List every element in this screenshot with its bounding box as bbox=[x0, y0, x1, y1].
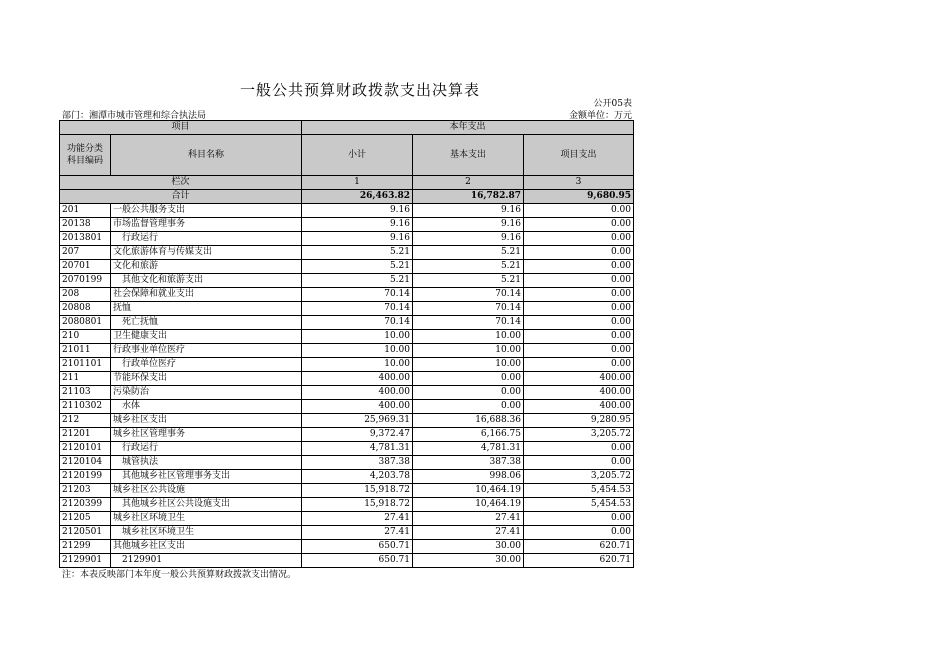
row-name: 其他城乡社区公共设施支出 bbox=[111, 498, 302, 512]
row-subtotal: 15,918.72 bbox=[302, 484, 413, 498]
row-project: 400.00 bbox=[524, 400, 634, 414]
row-code: 21103 bbox=[60, 386, 111, 400]
row-name: 城乡社区管理事务 bbox=[111, 428, 302, 442]
table-row bbox=[60, 442, 634, 456]
row-project: 9,280.95 bbox=[524, 414, 634, 428]
row-project: 0.00 bbox=[524, 260, 634, 274]
row-code: 21299 bbox=[60, 540, 111, 554]
row-name: 水体 bbox=[111, 400, 302, 414]
row-basic: 5.21 bbox=[413, 246, 524, 260]
header-project: 项目支出 bbox=[524, 135, 634, 176]
row-subtotal: 9.16 bbox=[302, 232, 413, 246]
row-basic: 998.06 bbox=[413, 470, 524, 484]
row-basic: 4,781.31 bbox=[413, 442, 524, 456]
row-project: 620.71 bbox=[524, 540, 634, 554]
row-subtotal: 70.14 bbox=[302, 288, 413, 302]
row-project: 0.00 bbox=[524, 246, 634, 260]
row-code: 211 bbox=[60, 372, 111, 386]
table-row bbox=[60, 540, 634, 554]
row-code: 2120104 bbox=[60, 456, 111, 470]
row-basic: 70.14 bbox=[413, 288, 524, 302]
row-name: 其他城乡社区支出 bbox=[111, 540, 302, 554]
table-row bbox=[60, 358, 634, 372]
row-project: 3,205.72 bbox=[524, 470, 634, 484]
table-row bbox=[60, 498, 634, 512]
row-basic: 0.00 bbox=[413, 400, 524, 414]
row-code: 208 bbox=[60, 288, 111, 302]
row-project: 400.00 bbox=[524, 386, 634, 400]
row-subtotal: 5.21 bbox=[302, 260, 413, 274]
row-basic: 9.16 bbox=[413, 204, 524, 218]
total-subtotal: 26,463.82 bbox=[302, 190, 413, 204]
row-subtotal: 650.71 bbox=[302, 554, 413, 568]
table-row bbox=[60, 470, 634, 484]
row-basic: 5.21 bbox=[413, 260, 524, 274]
table-row bbox=[60, 456, 634, 470]
row-project: 0.00 bbox=[524, 204, 634, 218]
header-col-3: 3 bbox=[524, 176, 634, 190]
row-project: 0.00 bbox=[524, 344, 634, 358]
row-name: 社会保障和就业支出 bbox=[111, 288, 302, 302]
row-project: 0.00 bbox=[524, 512, 634, 526]
header-year-group: 本年支出 bbox=[302, 121, 634, 135]
row-code: 21201 bbox=[60, 428, 111, 442]
row-code: 2070199 bbox=[60, 274, 111, 288]
row-basic: 10.00 bbox=[413, 330, 524, 344]
table-row bbox=[60, 204, 634, 218]
row-code: 207 bbox=[60, 246, 111, 260]
header-item-group: 项目 bbox=[60, 121, 302, 135]
row-basic: 9.16 bbox=[413, 218, 524, 232]
row-basic: 27.41 bbox=[413, 512, 524, 526]
total-project: 9,680.95 bbox=[524, 190, 634, 204]
table-row bbox=[60, 274, 634, 288]
row-name: 2129901 bbox=[111, 554, 302, 568]
row-project: 0.00 bbox=[524, 358, 634, 372]
row-project: 400.00 bbox=[524, 372, 634, 386]
row-basic: 27.41 bbox=[413, 526, 524, 540]
table-row bbox=[60, 484, 634, 498]
header-column-label: 栏次 bbox=[60, 176, 302, 190]
header-subtotal: 小计 bbox=[302, 135, 413, 176]
row-code: 2120501 bbox=[60, 526, 111, 540]
row-subtotal: 400.00 bbox=[302, 372, 413, 386]
row-subtotal: 387.38 bbox=[302, 456, 413, 470]
unit-label: 金额单位：万元 bbox=[568, 111, 632, 121]
row-code: 2080801 bbox=[60, 316, 111, 330]
row-subtotal: 25,969.31 bbox=[302, 414, 413, 428]
row-code: 210 bbox=[60, 330, 111, 344]
row-subtotal: 400.00 bbox=[302, 386, 413, 400]
table-row bbox=[60, 386, 634, 400]
table-row bbox=[60, 554, 634, 568]
row-basic: 5.21 bbox=[413, 274, 524, 288]
table-row bbox=[60, 526, 634, 540]
row-subtotal: 15,918.72 bbox=[302, 498, 413, 512]
row-code: 2013801 bbox=[60, 232, 111, 246]
table-row bbox=[60, 232, 634, 246]
row-name: 一般公共服务支出 bbox=[111, 204, 302, 218]
row-project: 3,205.72 bbox=[524, 428, 634, 442]
row-project: 0.00 bbox=[524, 288, 634, 302]
row-subtotal: 27.41 bbox=[302, 526, 413, 540]
row-code: 2120399 bbox=[60, 498, 111, 512]
table-row bbox=[60, 260, 634, 274]
row-basic: 70.14 bbox=[413, 316, 524, 330]
row-code: 21205 bbox=[60, 512, 111, 526]
row-code: 2129901 bbox=[60, 554, 111, 568]
table-row bbox=[60, 512, 634, 526]
row-project: 0.00 bbox=[524, 442, 634, 456]
row-name: 行政运行 bbox=[111, 232, 302, 246]
row-basic: 10.00 bbox=[413, 344, 524, 358]
row-basic: 387.38 bbox=[413, 456, 524, 470]
row-basic: 10.00 bbox=[413, 358, 524, 372]
total-row bbox=[60, 190, 634, 204]
row-basic: 30.00 bbox=[413, 540, 524, 554]
row-subtotal: 70.14 bbox=[302, 316, 413, 330]
row-name: 行政运行 bbox=[111, 442, 302, 456]
row-code: 2110302 bbox=[60, 400, 111, 414]
table-row bbox=[60, 330, 634, 344]
row-project: 5,454.53 bbox=[524, 498, 634, 512]
row-subtotal: 4,781.31 bbox=[302, 442, 413, 456]
row-code: 20138 bbox=[60, 218, 111, 232]
row-name: 市场监督管理事务 bbox=[111, 218, 302, 232]
header-col-1: 1 bbox=[302, 176, 413, 190]
header-subject-name: 科目名称 bbox=[111, 135, 302, 176]
row-project: 0.00 bbox=[524, 456, 634, 470]
row-code: 201 bbox=[60, 204, 111, 218]
row-name: 节能环保支出 bbox=[111, 372, 302, 386]
row-subtotal: 70.14 bbox=[302, 302, 413, 316]
row-code: 2101101 bbox=[60, 358, 111, 372]
row-subtotal: 10.00 bbox=[302, 358, 413, 372]
row-basic: 10,464.19 bbox=[413, 484, 524, 498]
total-basic: 16,782.87 bbox=[413, 190, 524, 204]
row-name: 文化和旅游 bbox=[111, 260, 302, 274]
row-name: 其他文化和旅游支出 bbox=[111, 274, 302, 288]
row-name: 城管执法 bbox=[111, 456, 302, 470]
row-code: 20701 bbox=[60, 260, 111, 274]
row-basic: 16,688.36 bbox=[413, 414, 524, 428]
row-name: 文化旅游体育与传媒支出 bbox=[111, 246, 302, 260]
row-subtotal: 650.71 bbox=[302, 540, 413, 554]
row-subtotal: 5.21 bbox=[302, 246, 413, 260]
row-basic: 6,166.75 bbox=[413, 428, 524, 442]
table-row bbox=[60, 302, 634, 316]
row-name: 城乡社区公共设施 bbox=[111, 484, 302, 498]
row-code: 212 bbox=[60, 414, 111, 428]
row-code: 21203 bbox=[60, 484, 111, 498]
table-row bbox=[60, 400, 634, 414]
row-project: 0.00 bbox=[524, 232, 634, 246]
row-basic: 9.16 bbox=[413, 232, 524, 246]
total-label: 合计 bbox=[60, 190, 302, 204]
row-project: 0.00 bbox=[524, 526, 634, 540]
row-subtotal: 5.21 bbox=[302, 274, 413, 288]
row-basic: 0.00 bbox=[413, 386, 524, 400]
row-project: 0.00 bbox=[524, 316, 634, 330]
row-name: 城乡社区环境卫生 bbox=[111, 526, 302, 540]
row-name: 城乡社区环境卫生 bbox=[111, 512, 302, 526]
row-name: 污染防治 bbox=[111, 386, 302, 400]
row-subtotal: 9,372.47 bbox=[302, 428, 413, 442]
row-project: 0.00 bbox=[524, 274, 634, 288]
table-row bbox=[60, 288, 634, 302]
row-code: 2120199 bbox=[60, 470, 111, 484]
row-code: 20808 bbox=[60, 302, 111, 316]
row-basic: 30.00 bbox=[413, 554, 524, 568]
header-func-code: 功能分类 科目编码 bbox=[60, 135, 111, 176]
row-name: 死亡抚恤 bbox=[111, 316, 302, 330]
row-project: 620.71 bbox=[524, 554, 634, 568]
expenditure-table bbox=[59, 120, 634, 568]
row-project: 0.00 bbox=[524, 330, 634, 344]
row-subtotal: 10.00 bbox=[302, 344, 413, 358]
table-row bbox=[60, 316, 634, 330]
footnote: 注：本表反映部门本年度一般公共预算财政拨款支出情况。 bbox=[62, 570, 297, 580]
row-subtotal: 10.00 bbox=[302, 330, 413, 344]
row-name: 抚恤 bbox=[111, 302, 302, 316]
table-row bbox=[60, 372, 634, 386]
row-subtotal: 27.41 bbox=[302, 512, 413, 526]
row-subtotal: 9.16 bbox=[302, 204, 413, 218]
table-row bbox=[60, 218, 634, 232]
table-row bbox=[60, 428, 634, 442]
row-project: 5,454.53 bbox=[524, 484, 634, 498]
form-code: 公开05表 bbox=[593, 99, 632, 109]
table-row bbox=[60, 414, 634, 428]
row-subtotal: 4,203.78 bbox=[302, 470, 413, 484]
row-basic: 0.00 bbox=[413, 372, 524, 386]
row-basic: 70.14 bbox=[413, 302, 524, 316]
row-code: 2120101 bbox=[60, 442, 111, 456]
row-project: 0.00 bbox=[524, 302, 634, 316]
row-name: 其他城乡社区管理事务支出 bbox=[111, 470, 302, 484]
header-basic: 基本支出 bbox=[413, 135, 524, 176]
row-name: 卫生健康支出 bbox=[111, 330, 302, 344]
row-name: 城乡社区支出 bbox=[111, 414, 302, 428]
row-subtotal: 9.16 bbox=[302, 218, 413, 232]
row-basic: 10,464.19 bbox=[413, 498, 524, 512]
page-title: 一般公共预算财政拨款支出决算表 bbox=[239, 81, 480, 99]
row-subtotal: 400.00 bbox=[302, 400, 413, 414]
header-col-2: 2 bbox=[413, 176, 524, 190]
row-code: 21011 bbox=[60, 344, 111, 358]
row-project: 0.00 bbox=[524, 218, 634, 232]
table-row bbox=[60, 344, 634, 358]
row-name: 行政单位医疗 bbox=[111, 358, 302, 372]
department-label: 部门：湘潭市城市管理和综合执法局 bbox=[62, 111, 207, 121]
row-name: 行政事业单位医疗 bbox=[111, 344, 302, 358]
table-row bbox=[60, 246, 634, 260]
